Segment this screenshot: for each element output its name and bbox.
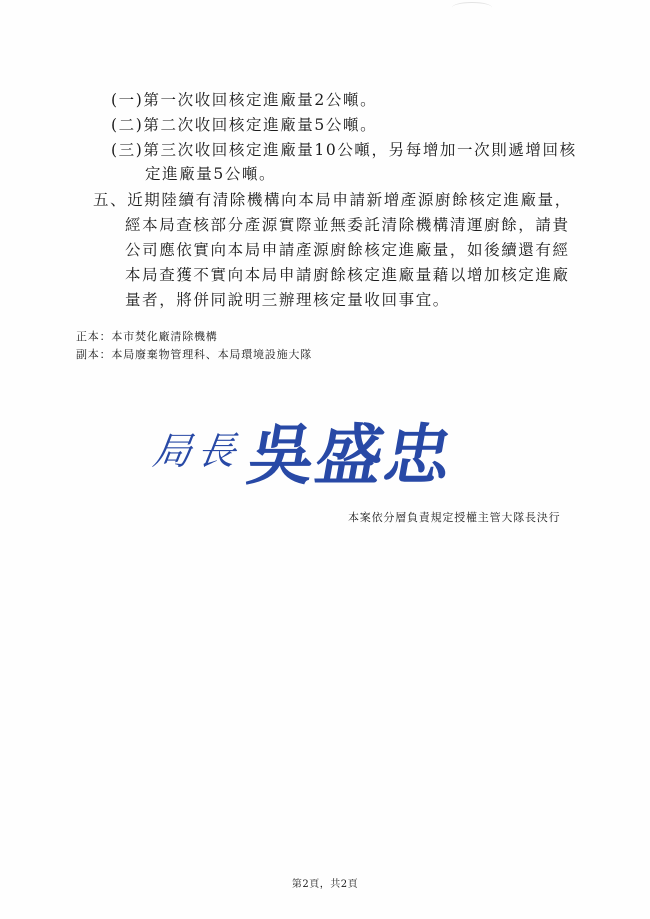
seal-title: 局長 xyxy=(150,429,245,473)
item-marker: (三) xyxy=(111,141,144,159)
list-item xyxy=(111,88,377,110)
section-line: 經本局查核部分產源實際並無委託清除機構清運廚餘，請貴 xyxy=(125,216,570,234)
authority-note: 本案依分層負責規定授權主管大隊長決行 xyxy=(348,511,561,524)
section-line: 本局查獲不實向本局申請廚餘核定進廠量藉以增加核定進廠 xyxy=(125,266,570,284)
item-text: 第二次收回核定進廠量5公噸。 xyxy=(143,116,378,134)
director-signature-seal xyxy=(150,400,480,494)
scan-mark xyxy=(452,2,492,13)
item-marker: (一) xyxy=(111,91,144,109)
list-item xyxy=(111,113,377,135)
section-line: 公司應依實向本局申請產源廚餘核定進廠量，如後續還有經 xyxy=(125,241,570,259)
page-footer: 第2頁，共2頁 xyxy=(291,879,359,890)
section-five xyxy=(93,188,572,210)
distribution-main: 正本：本市焚化廠清除機構 xyxy=(76,330,218,343)
item-marker: (二) xyxy=(111,116,144,134)
seal-name: 吳盛忠 xyxy=(242,416,460,494)
item-text: 第一次收回核定進廠量2公噸。 xyxy=(143,91,378,109)
item-text: 第三次收回核定進廠量10公噸，另每增加一次則遞增回核 xyxy=(143,141,577,159)
section-line: 量者，將併同說明三辦理核定量收回事宜。 xyxy=(125,291,450,309)
list-item xyxy=(111,138,577,160)
item-continuation: 定進廠量5公噸。 xyxy=(145,165,277,183)
section-text: 近期陸續有清除機構向本局申請新增產源廚餘核定進廠量， xyxy=(127,191,572,209)
section-marker: 五、 xyxy=(93,191,128,209)
distribution-copy: 副本：本局廢棄物管理科、本局環境設施大隊 xyxy=(76,348,312,361)
